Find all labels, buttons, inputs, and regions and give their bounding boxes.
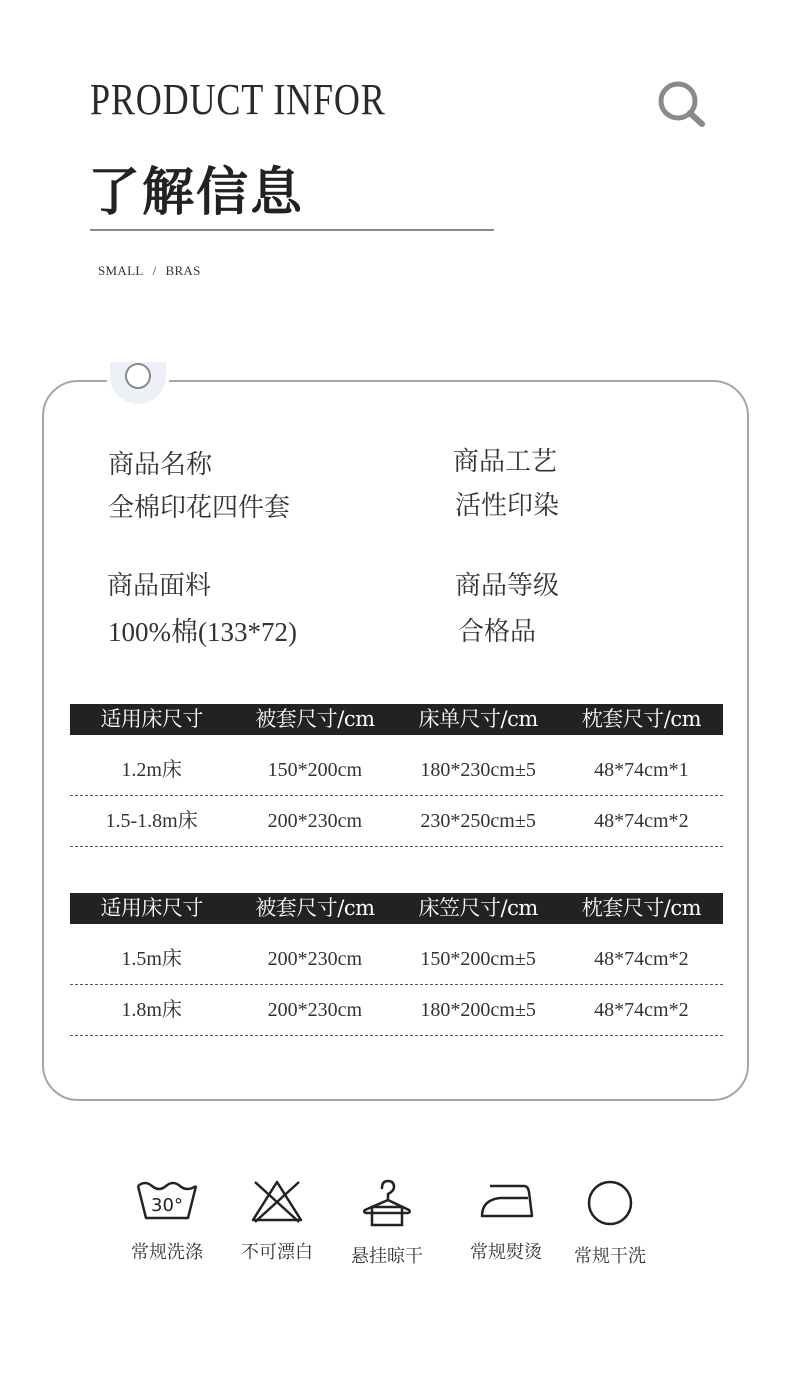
product-fabric-label: 商品面料 <box>107 571 212 601</box>
care-item-wash <box>126 1178 208 1264</box>
care-item-dryclean <box>569 1178 651 1268</box>
table-cell: 48*74cm*2 <box>594 999 689 1021</box>
care-item-iron <box>465 1178 547 1264</box>
breadcrumb-item[interactable]: SMALL <box>98 263 144 278</box>
search-icon[interactable] <box>655 78 707 130</box>
table-cell: 150*200cm <box>267 759 363 781</box>
ring-icon <box>125 363 151 389</box>
table-cell: 48*74cm*1 <box>594 759 689 781</box>
table-header <box>70 893 723 924</box>
table-cell: 1.8m床 <box>121 999 182 1021</box>
no-bleach-icon <box>249 1178 305 1224</box>
product-fabric-value: 100%棉(133*72) <box>108 617 297 647</box>
column-header: 床单尺寸/cm <box>418 707 538 731</box>
size-table-sheet <box>70 704 723 847</box>
table-cell: 230*250cm±5 <box>420 810 536 832</box>
care-label: 常规熨烫 <box>470 1242 542 1263</box>
english-title: PRODUCT INFOR <box>90 75 386 124</box>
table-cell: 48*74cm*2 <box>594 948 689 970</box>
table-row <box>70 924 723 985</box>
breadcrumb-item[interactable]: BRAS <box>165 263 201 278</box>
care-label: 常规洗涤 <box>131 1242 203 1263</box>
care-item-bleach <box>236 1178 318 1264</box>
column-header: 被套尺寸/cm <box>255 707 375 731</box>
product-grade-label: 商品等级 <box>455 571 560 601</box>
care-label: 常规干洗 <box>574 1246 646 1267</box>
size-table-fitted <box>70 893 723 1036</box>
column-header: 枕套尺寸/cm <box>581 707 701 731</box>
product-name-label: 商品名称 <box>108 450 213 480</box>
care-item-hang <box>346 1178 428 1268</box>
product-grade-value: 合格品 <box>458 617 537 647</box>
table-row <box>70 985 723 1036</box>
iron-icon <box>476 1178 536 1224</box>
table-cell: 200*230cm <box>267 999 363 1021</box>
table-cell: 48*74cm*2 <box>594 810 689 832</box>
column-header: 适用床尺寸 <box>100 707 203 731</box>
product-craft-label: 商品工艺 <box>453 447 558 477</box>
dry-clean-icon <box>585 1178 635 1228</box>
column-header: 被套尺寸/cm <box>255 896 375 920</box>
table-header <box>70 704 723 735</box>
breadcrumb <box>98 263 201 279</box>
wash-30-icon <box>135 1178 199 1224</box>
hang-dry-icon <box>361 1178 413 1228</box>
table-cell: 1.5m床 <box>121 948 182 970</box>
table-cell: 200*230cm <box>267 810 363 832</box>
wash-temperature: 30° <box>151 1195 183 1216</box>
table-row <box>70 735 723 796</box>
table-cell: 1.2m床 <box>121 759 182 781</box>
table-cell: 150*200cm±5 <box>420 948 536 970</box>
care-label: 不可漂白 <box>241 1242 313 1263</box>
breadcrumb-separator: / <box>152 263 157 278</box>
table-cell: 180*200cm±5 <box>420 999 536 1021</box>
column-header: 枕套尺寸/cm <box>581 896 701 920</box>
table-row <box>70 796 723 847</box>
column-header: 适用床尺寸 <box>100 896 203 920</box>
page-title: 了解信息 <box>88 163 305 223</box>
care-label: 悬挂晾干 <box>351 1246 423 1267</box>
table-cell: 1.5-1.8m床 <box>105 810 198 832</box>
product-craft-value: 活性印染 <box>455 491 560 521</box>
table-cell: 180*230cm±5 <box>420 759 536 781</box>
table-cell: 200*230cm <box>267 948 363 970</box>
column-header: 床笠尺寸/cm <box>418 896 538 920</box>
title-divider <box>90 229 494 231</box>
product-name-value: 全棉印花四件套 <box>108 493 291 523</box>
